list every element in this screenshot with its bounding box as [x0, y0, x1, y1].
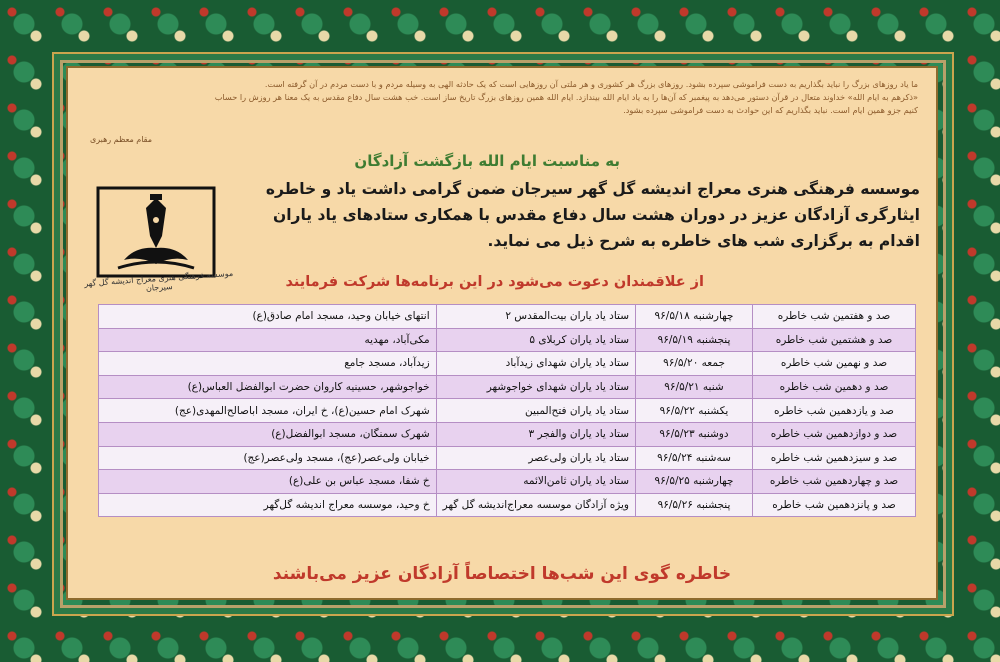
venue-cell: انتهای خیابان وحید، مسجد امام صادق(ع)	[99, 305, 437, 329]
date-cell: پنجشنبه ۹۶/۵/۲۶	[636, 493, 753, 517]
night-title-cell: صد و چهاردهمین شب خاطره	[753, 470, 916, 494]
date-cell: دوشنبه ۹۶/۵/۲۳	[636, 422, 753, 446]
table-row	[99, 493, 916, 517]
date-cell: یکشنبه ۹۶/۵/۲۲	[636, 399, 753, 423]
quote-line: «ذکرهم به ایام الله» خداوند متعال در قرآن دستور می‌دهد به پیغمبر که آن‌ها را به یاد ایام الله بیندازد. ایام الله همین روزهای بزرگ تاریخ ساز است. خب هشت سال دفاع مقدس به یک معنا هر روزش را حساب	[214, 92, 918, 102]
table-row	[99, 446, 916, 470]
venue-cell: زیدآباد، مسجد جامع	[99, 352, 437, 376]
quote-line: ما یاد روزهای بزرگ را نباید بگذاریم به دست فراموشی سپرده بشود. روزهای بزرگ هر کشوری و هر ملتی آن روزهایی است که یک حادثه الهی به وسیله مردم و با دست مردم در آن گرفته است.	[264, 79, 918, 89]
table-row	[99, 470, 916, 494]
venue-cell: شهرک امام حسین(ع)، خ ایران، مسجد اباصالح‌المهدی(عج)	[99, 399, 437, 423]
table-row	[99, 422, 916, 446]
date-cell: سه‌شنبه ۹۶/۵/۲۴	[636, 446, 753, 470]
occasion-heading: به مناسبت ایام الله بازگشت آزادگان	[354, 152, 620, 170]
logo-caption: موسسه فرهنگی هنری معراج اندیشه گل گهر سیرجان	[84, 268, 234, 293]
night-title-cell: صد و هفتمین شب خاطره	[753, 305, 916, 329]
table-row	[99, 328, 916, 352]
invitation-text: از علاقمندان دعوت می‌شود در این برنامه‌ها شرکت فرمایند	[285, 274, 704, 290]
night-title-cell: صد و پانزدهمین شب خاطره	[753, 493, 916, 517]
host-cell: ستاد یاد یاران شهدای زیدآباد	[436, 352, 635, 376]
night-title-cell: صد و دوازدهمین شب خاطره	[753, 422, 916, 446]
announcement-line: ایثارگری آزادگان عزیز در دوران هشت سال دفاع مقدس با همکاری ستادهای یاد یاران	[272, 206, 920, 224]
host-cell: ستاد یاد یاران کربلای ۵	[436, 328, 635, 352]
quote-signature: مقام معظم رهبری	[90, 135, 153, 144]
date-cell: شنبه ۹۶/۵/۲۱	[636, 375, 753, 399]
quote-box	[86, 78, 918, 150]
host-cell: ستاد یاد یاران ثامن‌الائمه	[436, 470, 635, 494]
footer-note: خاطره گوی این شب‌ها اختصاصاً آزادگان عزیز می‌باشند	[272, 564, 732, 584]
night-title-cell: صد و نهمین شب خاطره	[753, 352, 916, 376]
venue-cell: خ شفا، مسجد عباس بن علی(ع)	[99, 470, 437, 494]
table-row	[99, 399, 916, 423]
host-cell: ویژه آزادگان موسسه معراج‌اندیشه گل گهر	[436, 493, 635, 517]
date-cell: پنجشنبه ۹۶/۵/۱۹	[636, 328, 753, 352]
table-row	[99, 352, 916, 376]
institute-logo-icon	[96, 186, 216, 278]
night-title-cell: صد و هشتمین شب خاطره	[753, 328, 916, 352]
host-cell: ستاد یاد یاران والفجر ۳	[436, 422, 635, 446]
host-cell: ستاد یاد یاران شهدای خواجوشهر	[436, 375, 635, 399]
venue-cell: شهرک سمنگان، مسجد ابوالفضل(ع)	[99, 422, 437, 446]
host-cell: ستاد یاد یاران بیت‌المقدس ۲	[436, 305, 635, 329]
quote-line: کنیم جزو همین ایام است. نباید بگذاریم که این حوادث به دست فراموشی سپرده بشود.	[623, 105, 918, 115]
night-title-cell: صد و سیزدهمین شب خاطره	[753, 446, 916, 470]
table-row	[99, 305, 916, 329]
schedule-table	[98, 304, 916, 517]
venue-cell: مکی‌آباد، مهدیه	[99, 328, 437, 352]
night-title-cell: صد و یازدهمین شب خاطره	[753, 399, 916, 423]
date-cell: چهارشنبه ۹۶/۵/۲۵	[636, 470, 753, 494]
announcement-text	[265, 176, 920, 254]
venue-cell: خیابان ولی‌عصر(عج)، مسجد ولی‌عصر(عج)	[99, 446, 437, 470]
venue-cell: خواجوشهر، حسینیه کاروان حضرت ابوالفضل العباس(ع)	[99, 375, 437, 399]
date-cell: چهارشنبه ۹۶/۵/۱۸	[636, 305, 753, 329]
night-title-cell: صد و دهمین شب خاطره	[753, 375, 916, 399]
table-row	[99, 375, 916, 399]
poster-panel	[66, 66, 938, 600]
announcement-line: موسسه فرهنگی هنری معراج اندیشه گل گهر سیرجان ضمن گرامی داشت یاد و خاطره	[265, 180, 920, 198]
announcement-line: اقدام به برگزاری شب های خاطره به شرح ذیل می نماید.	[487, 232, 920, 250]
venue-cell: خ وحید، موسسه معراج اندیشه گل‌گهر	[99, 493, 437, 517]
host-cell: ستاد یاد یاران فتح‌المبین	[436, 399, 635, 423]
date-cell: جمعه ۹۶/۵/۲۰	[636, 352, 753, 376]
host-cell: ستاد یاد یاران ولی‌عصر	[436, 446, 635, 470]
